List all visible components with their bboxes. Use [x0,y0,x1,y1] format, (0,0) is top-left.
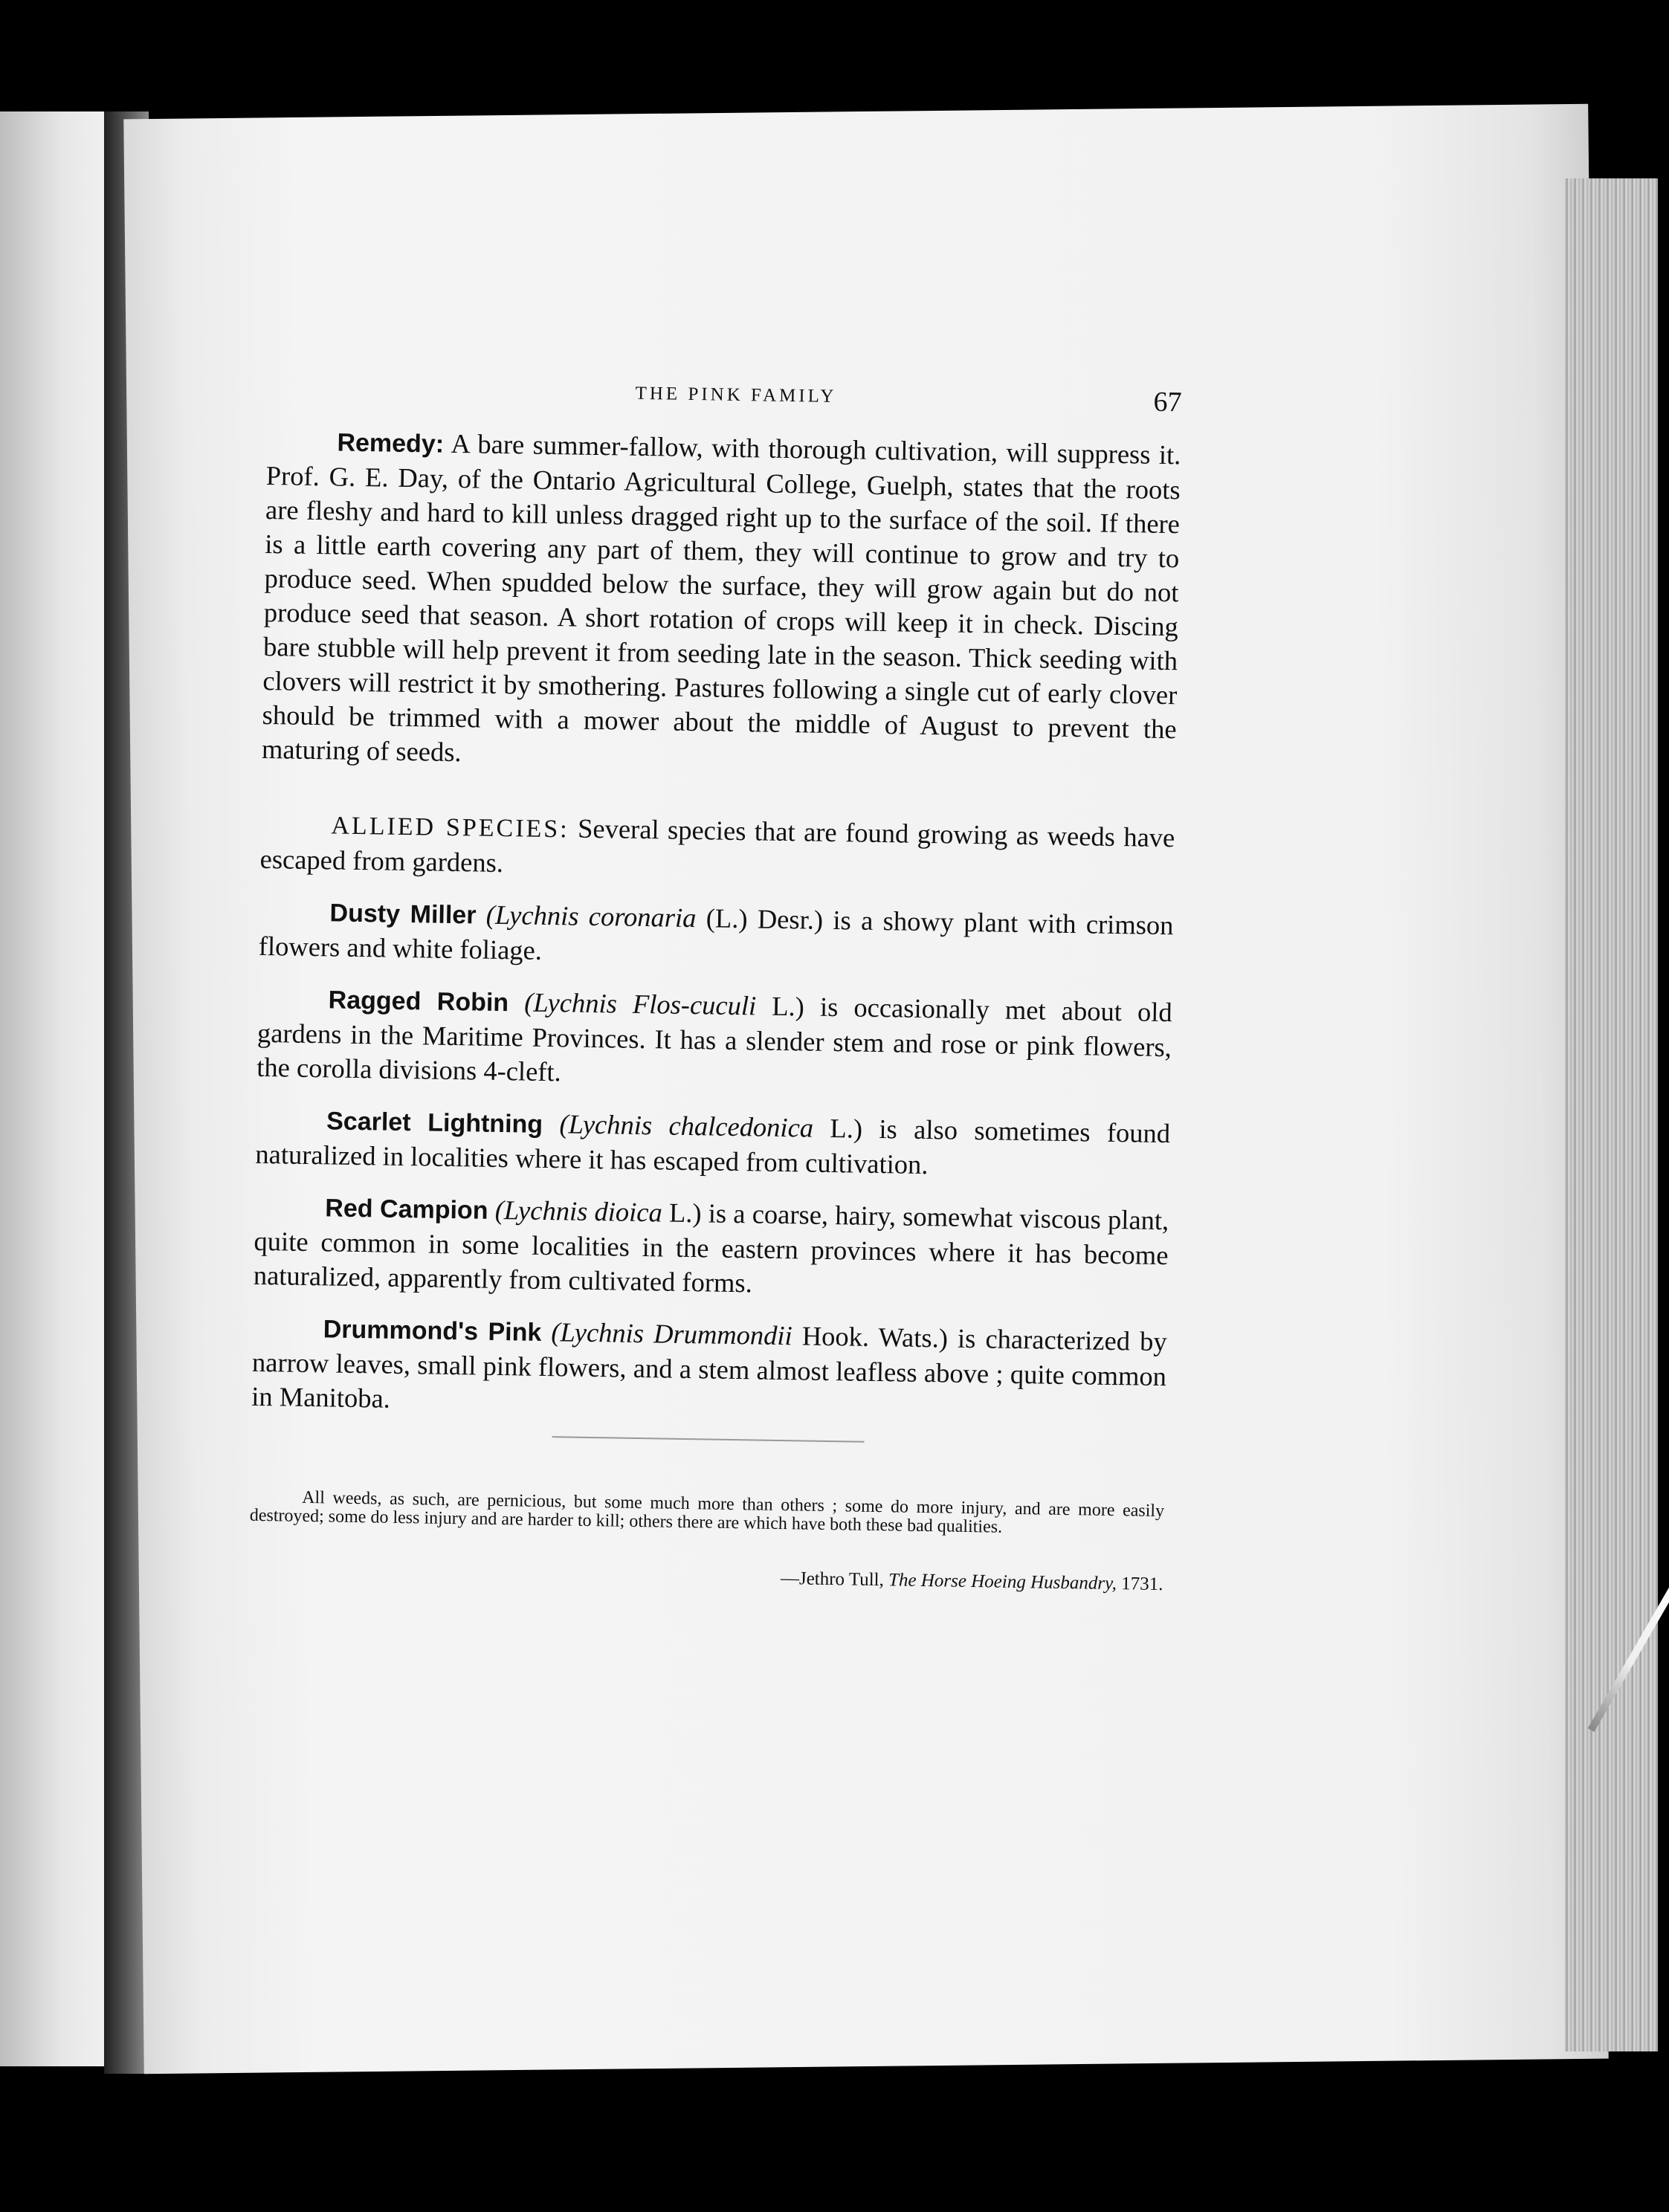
species-entry-ragged-robin [256,981,1172,1099]
epigraph-author: —Jethro Tull, [780,1568,885,1591]
species-latin: (Lychnis Flos-cuculi [523,986,757,1021]
running-title: THE PINK FAMILY [635,383,837,407]
species-authority: (L.) Desr.) [706,902,824,935]
species-text: is also sometimes found naturalized in localities where it has escaped from cultivation. [255,1113,1171,1180]
remedy-paragraph [262,424,1181,780]
species-text: is characterized by narrow leaves, small pink flowers, and a stem almost leafless above ; quite common in Manitoba. [251,1322,1167,1414]
page-number: 67 [1153,386,1182,418]
page-content [248,372,1182,1602]
species-text: is a showy plant with crimson flowers and white foliage. [258,905,1174,966]
species-name: Dusty Miller [329,899,477,930]
page-stack-edges [1565,178,1658,2051]
species-name: Scarlet Lightning [326,1107,543,1139]
species-authority: L.) [830,1113,863,1144]
epigraph-work: The Horse Hoeing Husbandry, [888,1570,1117,1594]
species-text: is a coarse, hairy, somewhat viscous plant, quite common in some localities in the eastern provinces where it has become naturalized, apparently from cultivated forms. [253,1197,1169,1299]
epigraph-quote: All weeds, as such, are pernicious, but some much more than others ; some do more injury, and are more easily destroyed; some do less injury and are harder to kill; others there are which have both these bad qualities. [249,1487,1165,1537]
species-name: Ragged Robin [328,986,509,1018]
species-text: is occasionally met about old gardens in the Maritime Provinces. It has a slender stem and rose or pink flowers, the corolla divisions 4-cleft. [256,991,1172,1087]
allied-species-text: Several species that are found growing as weeds have escaped from gardens. [259,812,1175,879]
species-authority: L.) [668,1197,702,1229]
species-entry-scarlet-lightning [255,1102,1170,1186]
section-divider [552,1436,865,1443]
species-entry-red-campion [254,1189,1169,1307]
species-name: Drummond's Pink [323,1315,542,1347]
facing-page-edge [0,111,112,2066]
species-latin: (Lychnis coronaria [485,899,697,934]
species-entry-drummonds-pink [251,1310,1167,1428]
remedy-text: A bare summer-fallow, with thorough cultivation, will suppress it. Prof. G. E. Day, of the Ontario Agricultural College, Guelph, states that the roots are fleshy and hard to kill unless dragged right up to the surface of the soil. If there is a little earth covering any part of them, they will continue to grow and try to produce seed. When spudded below the surface, they will grow again but do not produce seed that season. A short rotation of crops will keep it in check. Discing bare stubble will help prevent it from seeding late in the season. Thick seeding with clovers will restrict it by smothering. Pastures following a single cut of early clover should be trimmed with a mower about the middle of August to prevent the maturing of seeds. [261,427,1181,768]
species-latin: (Lychnis chalcedonica [559,1108,814,1143]
species-latin: (Lychnis Drummondii [551,1316,793,1351]
species-entry-dusty-miller [258,894,1173,977]
allied-species-label: ALLIED SPECIES: [331,812,569,844]
species-name: Red Campion [325,1194,488,1225]
species-latin: (Lychnis dioica [494,1194,663,1228]
allied-species-paragraph [259,806,1175,890]
species-authority: Hook. Wats.) [801,1320,949,1354]
remedy-label: Remedy: [337,428,445,459]
epigraph-year: 1731. [1121,1574,1163,1595]
species-authority: L.) [771,990,805,1022]
